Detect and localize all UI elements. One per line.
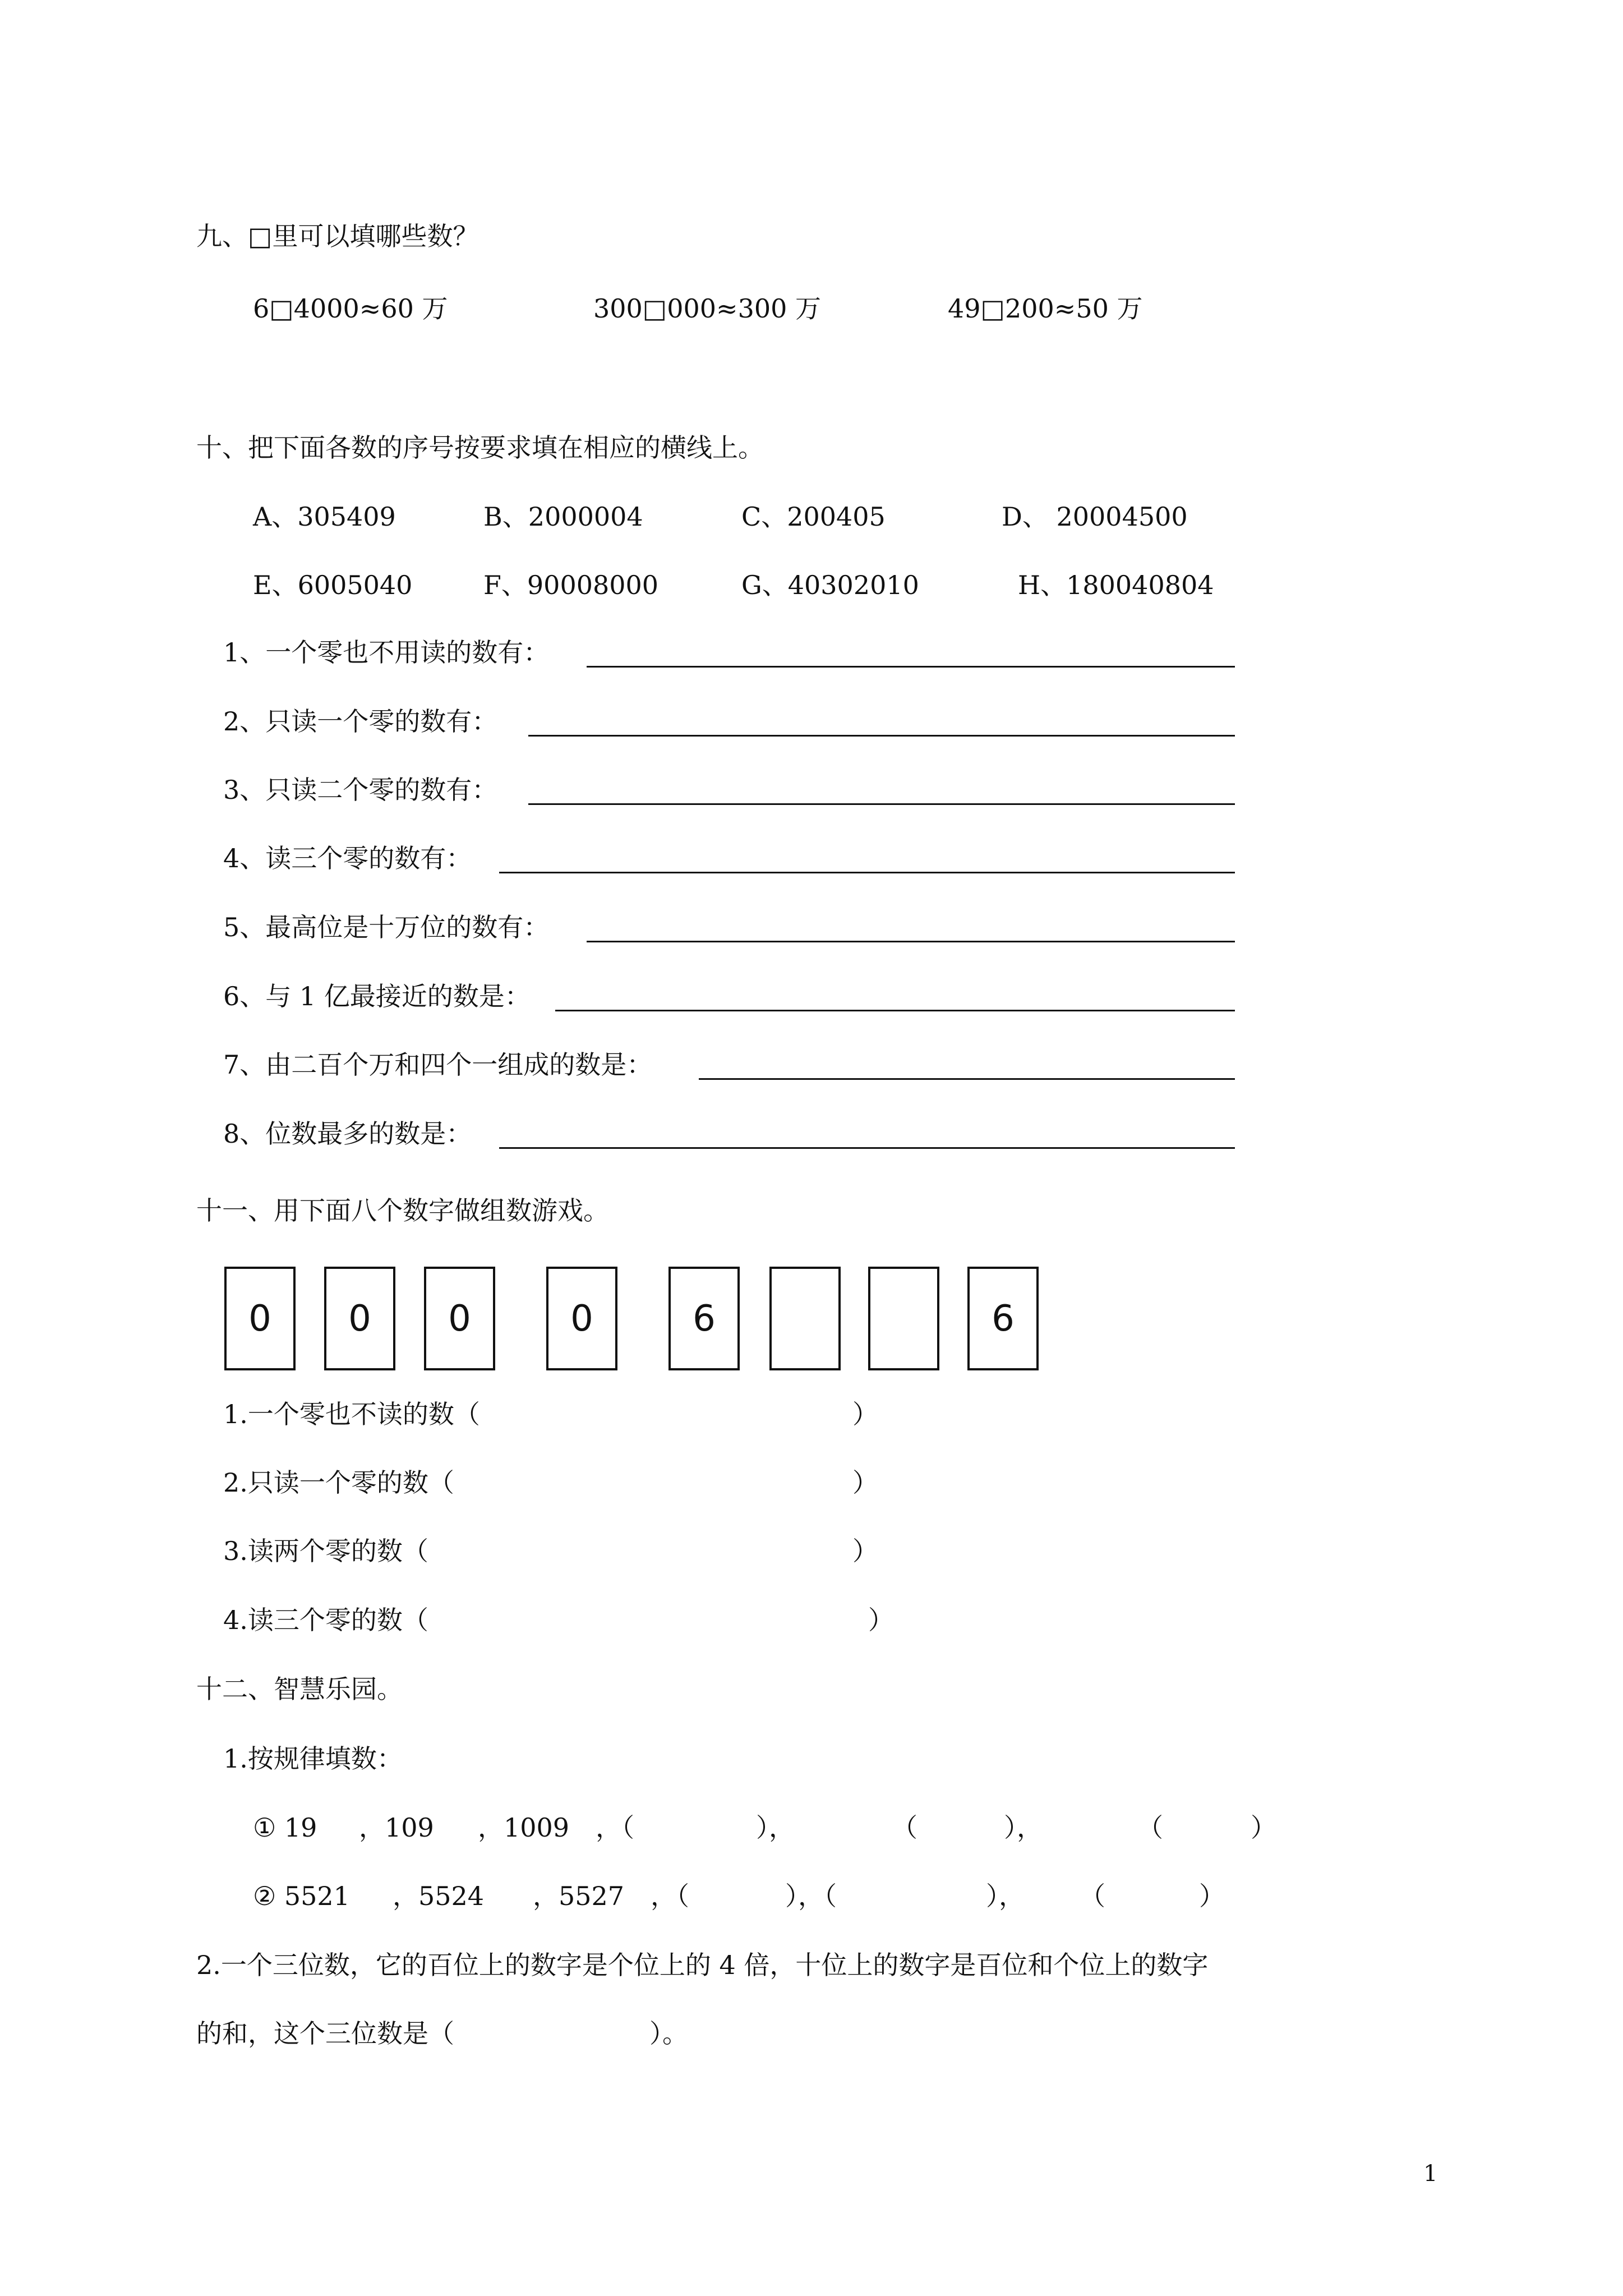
question-label: 8、位数最多的数是： [223, 1119, 472, 1149]
seq-blank-close: ） [1199, 1881, 1225, 1911]
seq-term: ，5524 [393, 1881, 485, 1911]
seq-blank-open: （ [892, 1812, 917, 1843]
close-paren: ）。 [649, 2018, 688, 2049]
close-paren: ） [852, 1467, 878, 1498]
question-label: 3、只读二个零的数有： [223, 775, 498, 805]
section-10-title: 十、把下面各数的序号按要求填在相应的横线上。 [196, 432, 764, 463]
digit-card [868, 1267, 939, 1370]
option-a: A、305409 [253, 501, 396, 532]
digit-card: 0 [324, 1267, 395, 1370]
question-label: 7、由二百个万和四个一组成的数是： [223, 1050, 653, 1080]
section-9-item-3: 49□200≈50 万 [948, 293, 1143, 324]
seq-term: ，109 [359, 1812, 434, 1843]
option-h: H、180040804 [1018, 570, 1214, 600]
option-g: G、40302010 [741, 570, 919, 600]
seq-blank-close: ）， [1004, 1812, 1043, 1843]
section-11-question-1: 1.一个零也不读的数（ [223, 1399, 480, 1429]
section-12-question-2-line-1: 2.一个三位数，它的百位上的数字是个位上的 4 倍，十位上的数字是百位和个位上的数字 [196, 1950, 1209, 1980]
section-12-question-2-line-2: 的和，这个三位数是（ [196, 2018, 454, 2049]
section-9-title: 九、□里可以填哪些数？ [196, 221, 479, 251]
option-d: D、 20004500 [1002, 501, 1188, 532]
seq-blank-mid: ），（ [785, 1881, 837, 1911]
seq-term: ② 5521 [253, 1881, 350, 1911]
section-11-question-3: 3.读两个零的数（ [223, 1536, 428, 1566]
digit-card: 6 [668, 1267, 740, 1370]
seq-blank-open: （ [1137, 1812, 1163, 1843]
close-paren: ） [868, 1605, 894, 1635]
section-12-question-1-title: 1.按规律填数： [223, 1743, 403, 1774]
seq-term: ① 19 [253, 1812, 317, 1843]
answer-line[interactable] [528, 735, 1235, 737]
section-9-item-1: 6□4000≈60 万 [253, 293, 448, 324]
option-c: C、200405 [741, 501, 886, 532]
answer-line[interactable] [699, 1078, 1235, 1080]
question-label: 2、只读一个零的数有： [223, 706, 498, 737]
option-f: F、90008000 [483, 570, 659, 600]
digit-card [769, 1267, 841, 1370]
seq-term: ，1009 [478, 1812, 570, 1843]
answer-line[interactable] [555, 1010, 1235, 1011]
seq-term: ，5527 [533, 1881, 625, 1911]
section-12-title: 十二、智慧乐园。 [196, 1674, 403, 1704]
seq-blank-open: ，（ [651, 1881, 689, 1911]
digit-card: 0 [546, 1267, 617, 1370]
option-b: B、2000004 [483, 501, 643, 532]
seq-blank-open: （ [1080, 1881, 1105, 1911]
digit-card: 6 [967, 1267, 1039, 1370]
answer-line[interactable] [587, 941, 1235, 942]
page-number: 1 [1423, 2161, 1438, 2187]
digit-card: 0 [224, 1267, 296, 1370]
section-9-item-2: 300□000≈300 万 [593, 293, 822, 324]
question-label: 1、一个零也不用读的数有： [223, 637, 550, 668]
answer-line[interactable] [528, 803, 1235, 805]
answer-line[interactable] [499, 1147, 1235, 1149]
seq-blank-close: ） [1251, 1812, 1276, 1843]
seq-blank-close: ）， [756, 1812, 795, 1843]
question-label: 5、最高位是十万位的数有： [223, 912, 550, 942]
question-label: 4、读三个零的数有： [223, 843, 472, 873]
option-e: E、6005040 [253, 570, 413, 600]
close-paren: ） [852, 1399, 878, 1429]
answer-line[interactable] [587, 666, 1235, 668]
close-paren: ） [852, 1536, 878, 1566]
question-label: 6、与 1 亿最接近的数是： [223, 981, 531, 1011]
digit-card: 0 [424, 1267, 495, 1370]
seq-blank-close: ）， [986, 1881, 1025, 1911]
answer-line[interactable] [499, 872, 1235, 873]
section-11-question-4: 4.读三个零的数（ [223, 1605, 428, 1635]
section-11-title: 十一、用下面八个数字做组数游戏。 [196, 1195, 609, 1226]
seq-blank-open: ，（ [596, 1812, 634, 1843]
section-11-question-2: 2.只读一个零的数（ [223, 1467, 454, 1498]
